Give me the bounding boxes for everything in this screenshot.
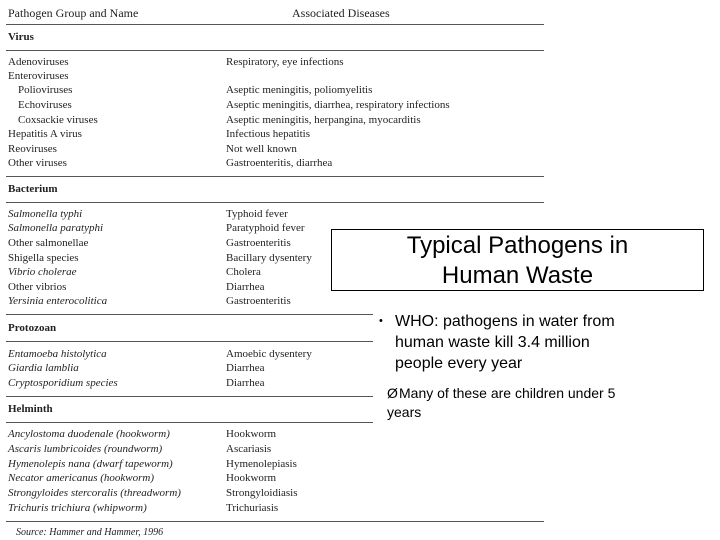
sub-bullet-text: years [387,404,422,420]
pathogen-name: Vibrio cholerae [8,266,77,278]
disease-name: Gastroenteritis, diarrhea [226,157,333,169]
bullet-text: human waste kill 3.4 million [395,334,590,351]
disease-name: Trichuriasis [226,502,279,514]
bullet-icon: • [379,315,383,327]
table-row [0,458,545,472]
pathogen-name: Polioviruses [18,84,73,96]
pathogen-name: Strongyloides stercoralis (threadworm) [8,487,181,499]
disease-name: Diarrhea [226,377,265,389]
disease-name: Hookworm [226,472,277,484]
disease-name: Bacillary dysentery [226,252,312,264]
disease-name: Not well known [226,143,297,155]
table-row [0,472,545,486]
slide-title [331,229,704,291]
pathogen-name: Salmonella typhi [8,208,83,220]
pathogen-name: Coxsackie viruses [18,114,98,126]
sub-bullet-text: Many of these are children under 5 [399,385,616,401]
pathogen-name: Hepatitis A virus [8,128,82,140]
pathogen-name: Reoviruses [8,143,57,155]
pathogen-name: Hymenolepis nana (dwarf tapeworm) [8,458,173,470]
disease-name: Gastroenteritis [226,295,291,307]
bullet-text: WHO: pathogens in water from [395,313,615,330]
table-row [0,295,545,309]
table-row [0,487,545,501]
pathogen-name: Entamoeba histolytica [8,348,107,360]
pathogen-name: Other viruses [8,157,67,169]
table-row [0,99,545,113]
column-header-pathogen: Pathogen Group and Name [8,6,139,20]
disease-name: Aseptic meningitis, herpangina, myocarditis [226,114,421,126]
disease-name: Diarrhea [226,362,265,374]
pathogen-name: Ancylostoma duodenale (hookworm) [8,428,170,440]
divider [6,202,544,203]
pathogen-name: Necator americanus (hookworm) [8,472,155,484]
disease-name: Cholera [226,266,261,278]
pathogen-name: Giardia lamblia [8,362,79,374]
disease-name: Strongyloidiasis [226,487,298,499]
arrow-bullet-icon: Ø [387,385,398,401]
pathogen-name: Cryptosporidium species [8,377,118,389]
disease-name: Gastroenteritis [226,237,291,249]
pathogen-name: Enteroviruses [8,70,69,82]
slide-title-line: Human Waste [441,262,594,289]
pathogen-name: Ascaris lumbricoides (roundworm) [8,443,163,455]
table-row [0,70,545,84]
divider [6,24,544,25]
disease-name: Typhoid fever [226,208,288,220]
pathogen-name: Adenoviruses [8,56,69,68]
disease-name: Amoebic dysentery [226,348,312,360]
table-row [0,114,545,128]
slide-title-line: Typical Pathogens in [406,232,629,259]
bullet-text: people every year [395,355,523,372]
table-source: Source: Hammer and Hammer, 1996 [16,527,164,538]
table-row [0,84,545,98]
divider [6,521,544,522]
disease-name: Infectious hepatitis [226,128,311,140]
table-row [0,128,545,142]
table-row [0,502,545,516]
disease-name: Aseptic meningitis, diarrhea, respiratory infections [226,99,450,111]
group-heading-helminth: Helminth [8,403,53,415]
table-row [0,443,545,457]
table-row [0,428,545,442]
group-heading-bacterium: Bacterium [8,183,58,195]
pathogen-name: Salmonella paratyphi [8,222,104,234]
disease-name: Diarrhea [226,281,265,293]
disease-name: Paratyphoid fever [226,222,305,234]
pathogen-name: Echoviruses [18,99,72,111]
table-row [0,143,545,157]
pathogen-name: Shigella species [8,252,79,264]
pathogen-name: Trichuris trichiura (whipworm) [8,502,147,514]
divider [6,50,544,51]
table-row [0,56,545,70]
bullet-list [373,308,698,426]
table-row [0,157,545,171]
group-heading-protozoan: Protozoan [8,322,57,334]
pathogen-name: Other salmonellae [8,237,89,249]
pathogen-name: Yersinia enterocolitica [8,295,108,307]
disease-name: Hymenolepiasis [226,458,297,470]
column-header-diseases: Associated Diseases [292,6,390,20]
disease-name: Ascariasis [226,443,272,455]
disease-name: Hookworm [226,428,277,440]
pathogen-name: Other vibrios [8,281,67,293]
disease-name: Aseptic meningitis, poliomyelitis [226,84,373,96]
disease-name: Respiratory, eye infections [226,56,344,68]
divider [6,176,544,177]
group-heading-virus: Virus [8,31,34,43]
table-row [0,208,545,222]
